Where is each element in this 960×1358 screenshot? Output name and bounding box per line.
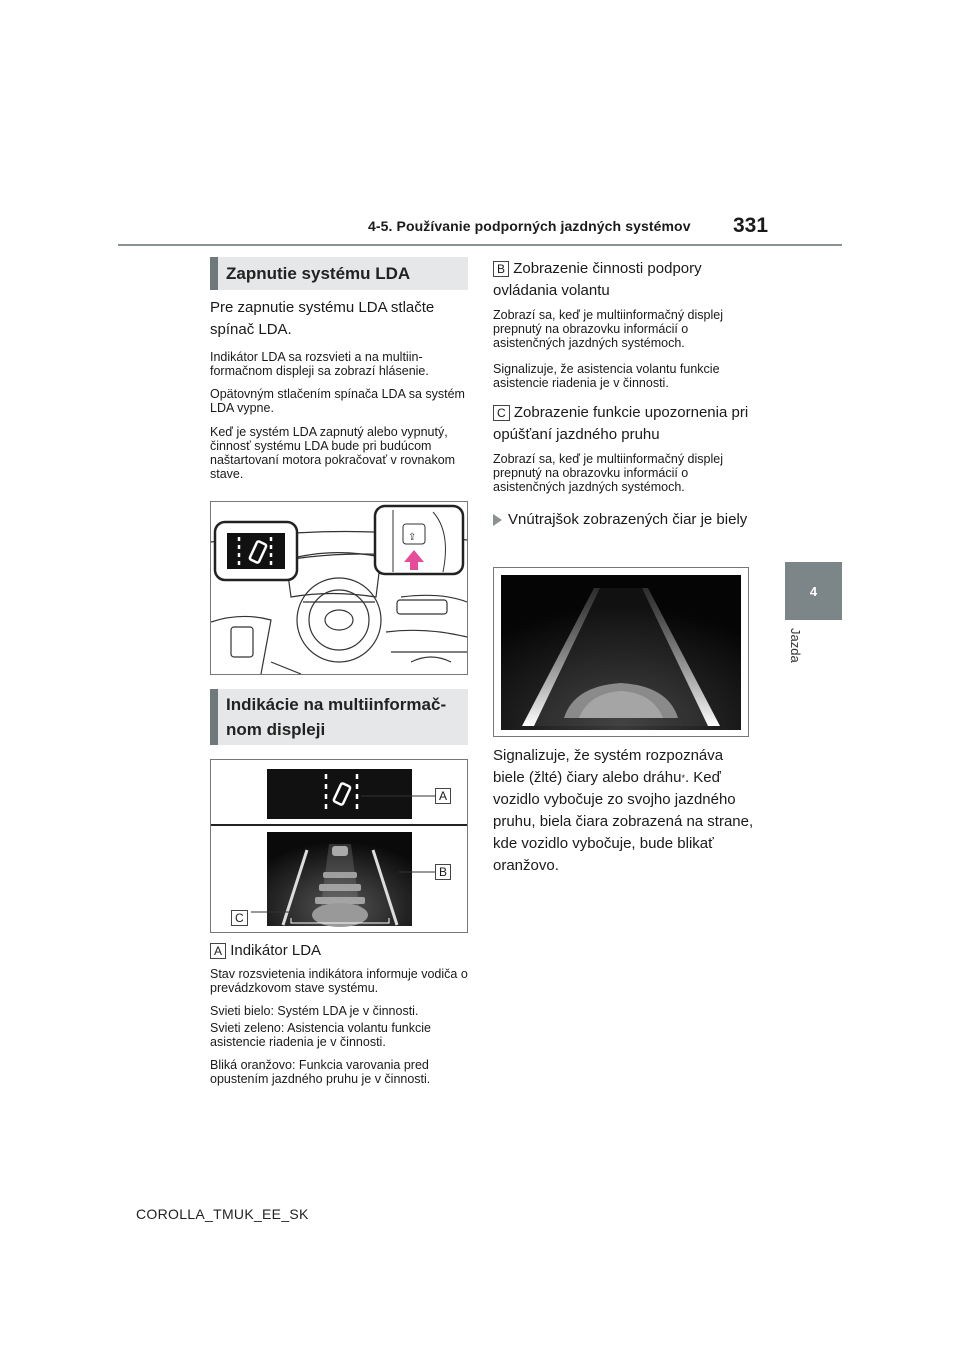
bullet-arrow-icon [493,514,502,526]
dashboard-illustration [211,502,467,674]
header-rule [118,244,842,246]
fig-label-c: C [231,910,248,926]
item-a-para-1: Stav rozsvietenia indikátora informuje vodiča o prevádzkovom stave systému. [210,967,468,995]
fig-label-b: B [435,864,451,880]
item-a-letter: A [210,943,226,959]
item-a-title: Indikátor LDA [230,942,322,959]
item-a-para-2: Svieti bielo: Systém LDA je v činnosti. [210,1004,419,1018]
para-1: Indikátor LDA sa rozsvieti a na multiinformačnom displeji sa zobrazí hlásenie. [210,350,429,378]
chapter-tab [785,562,842,620]
item-c-para-1: Zobrazí sa, keď je multiinformačný displej prepnutý na obrazovku informácií o asistenčných jazdných systémoch. [493,452,723,494]
mid-display-figure [210,759,468,933]
item-b-para-2: Signalizuje, že asistencia volantu funkcie asistencie riadenia je v činnosti. [493,362,720,390]
chapter-number: 4 [809,583,818,599]
section-title: 4-5. Používanie podporných jazdných systémov [368,218,691,234]
final-text-a: Signalizuje, že systém rozpoznáva biele (žlté) čiary alebo dráhu [493,747,724,786]
dashboard-figure [210,501,468,675]
para-3: Keď je systém LDA zapnutý alebo vypnutý, činnosť systému LDA bude pri budúcom naštartovaní motora pokračovať v rovnakom stave. [210,425,456,481]
lane-lines-illustration [494,568,748,736]
final-text-b: . Keď vozidlo vybočuje zo svojho jazdného pruhu, biela čiara zobrazená na strane, kde vozidlo vybočuje, bude blikať oranžovo. [493,769,754,874]
intro-text: Pre zapnutie systému LDA stlačte spínač LDA. [210,299,435,338]
heading-indikacie: Indikácie na multiinformačnom displeji [210,689,468,745]
chapter-label: Jazda [788,628,803,663]
final-paragraph [493,745,755,877]
item-b-title: Zobrazenie činnosti podpory ovládania volantu [493,260,702,299]
para-2: Opätovným stlačením spínača LDA sa systém LDA vypne. [210,387,465,415]
fig-label-a: A [435,788,451,804]
item-a-para-4: Bliká oranžovo: Funkcia varovania pred opustením jazdného pruhu je v činnosti. [210,1058,431,1086]
doc-code: COROLLA_TMUK_EE_SK [136,1206,309,1222]
item-a-title-row [210,940,468,962]
page-number: 331 [733,214,769,237]
heading-zapnutie: Zapnutie systému LDA [210,257,468,290]
bullet-text: Vnútrajšok zobrazených čiar je biely [508,511,748,528]
item-b-letter: B [493,261,509,277]
mid-display-illustration [211,760,467,932]
item-c-title: Zobrazenie funkcie upozornenia pri opúšťaní jazdného pruhu [493,404,749,443]
item-c-title-row [493,402,753,446]
chapter-label-wrap [783,628,803,688]
item-a-para-3: Svieti zeleno: Asistencia volantu funkcie asistencie riadenia je v činnosti. [210,1021,431,1049]
bullet-row [493,509,748,531]
item-b-para-1: Zobrazí sa, keď je multiinformačný displej prepnutý na obrazovku informácií o asistenčných jazdných systémoch. [493,308,723,350]
item-b-title-row [493,258,753,302]
svg-text:⇪: ⇪ [408,532,417,543]
lane-lines-figure [493,567,749,737]
footnote-marker: * [681,773,685,783]
item-c-letter: C [493,405,510,421]
